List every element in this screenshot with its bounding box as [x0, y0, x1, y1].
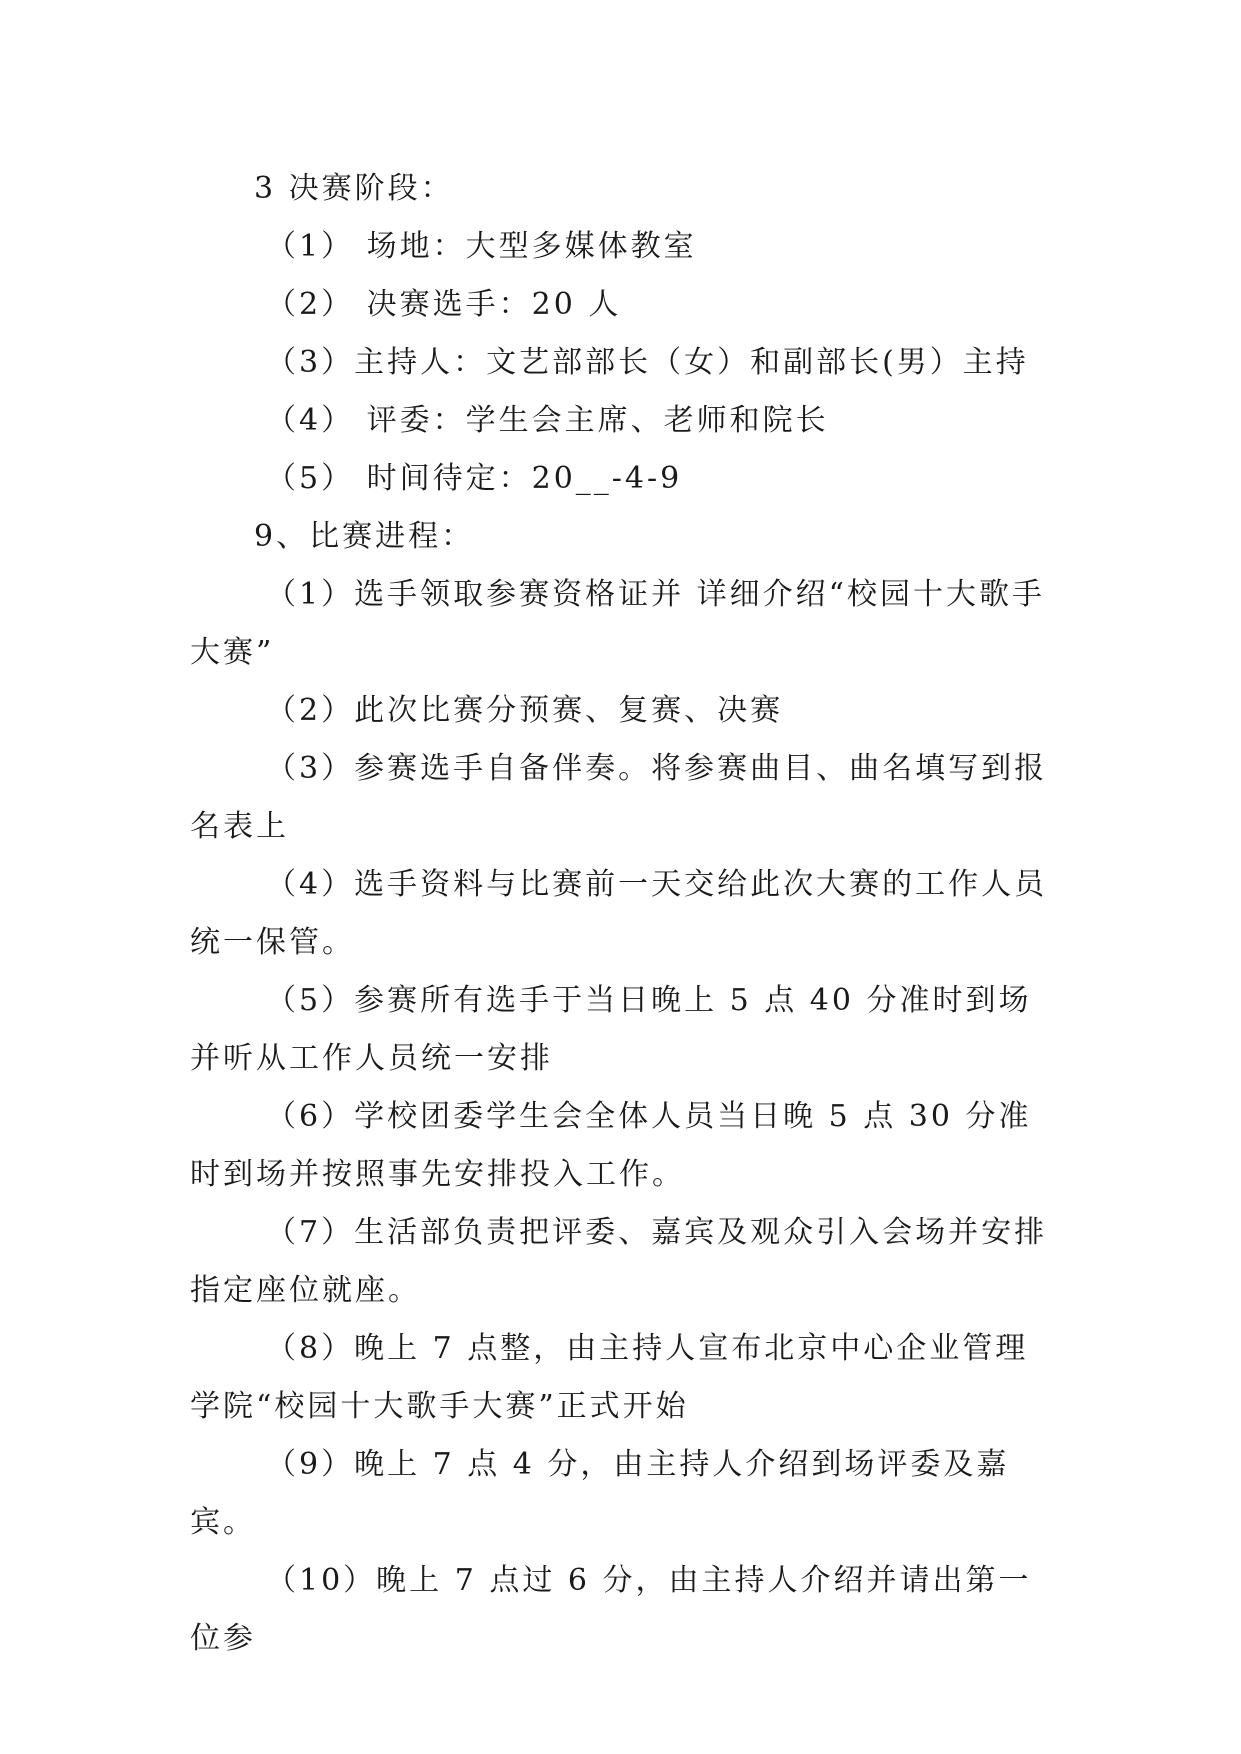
process-item-8: （8）晚上 7 点整，由主持人宣布北京中心企业管理学院“校园十大歌手大赛”正式开始 — [190, 1331, 1029, 1424]
final-venue-item: （1） 场地：大型多媒体教室 — [266, 229, 697, 264]
process-item-7: （7）生活部负责把评委、嘉宾及观众引入会场并安排指定座位就座。 — [190, 1215, 1048, 1308]
process-item-3: （3）参赛选手自备伴奏。将参赛曲目、曲名填写到报名表上 — [190, 751, 1048, 844]
final-hosts-item: （3）主持人：文艺部部长（女）和副部长(男）主持 — [266, 345, 1029, 380]
process-item-4: （4）选手资料与比赛前一天交给此次大赛的工作人员统一保管。 — [190, 867, 1048, 960]
process-item-5: （5）参赛所有选手于当日晚上 5 点 40 分准时到场并听从工作人员统一安排 — [190, 983, 1032, 1076]
process-item-9: （9）晚上 7 点 4 分，由主持人介绍到场评委及嘉宾。 — [190, 1447, 1010, 1540]
process-item-2: （2）此次比赛分预赛、复赛、决赛 — [266, 693, 784, 728]
process-item-6: （6）学校团委学生会全体人员当日晚 5 点 30 分准时到场并按照事先安排投入工作。 — [190, 1099, 1032, 1192]
process-item-10: （10）晚上 7 点过 6 分，由主持人介绍并请出第一位参 — [190, 1563, 1032, 1656]
final-stage-heading: 3 决赛阶段： — [254, 171, 454, 206]
final-time-item: （5） 时间待定：20__-4-9 — [266, 461, 683, 496]
document-body — [190, 160, 1050, 1668]
final-contestants-item: （2） 决赛选手：20 人 — [266, 287, 622, 322]
process-item-1: （1）选手领取参赛资格证并 详细介绍“校园十大歌手大赛” — [190, 577, 1045, 670]
competition-process-heading: 9、比赛进程： — [254, 519, 475, 554]
final-judges-item: （4） 评委：学生会主席、老师和院长 — [266, 403, 829, 438]
